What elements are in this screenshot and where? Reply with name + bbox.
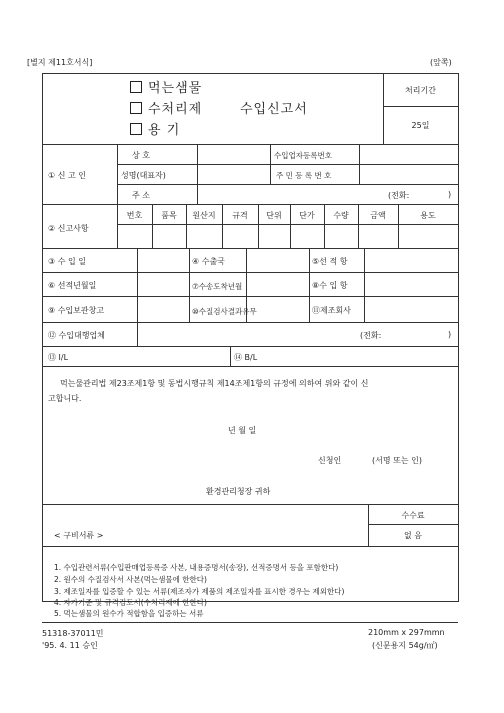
required-documents-label: < 구비서류 > bbox=[54, 531, 104, 540]
column-header: 단가 bbox=[299, 211, 315, 220]
import-agent-label: ⑫ 수입대행업체 bbox=[48, 331, 105, 340]
declaration-date: 년 월 일 bbox=[228, 426, 257, 435]
form-code: 51318-37011민 bbox=[42, 629, 104, 638]
representative-field[interactable] bbox=[200, 167, 266, 181]
approval-date: '95. 4. 11 승인 bbox=[42, 641, 98, 650]
signature-note: (서명 또는 인) bbox=[372, 456, 422, 465]
document-item: 3. 제조일자를 입증할 수 있는 서류(제조자가 제품의 제조일자를 표시한 경우는 제외한다) bbox=[54, 587, 345, 596]
applicant-label: ① 신 고 인 bbox=[48, 171, 86, 180]
column-header: 품목 bbox=[161, 211, 177, 220]
column-header: 번호 bbox=[126, 211, 143, 220]
trade-name-field[interactable] bbox=[200, 147, 266, 161]
il-label: ⑬ I/L bbox=[48, 353, 69, 362]
paper-size: 210mm x 297mmn bbox=[368, 628, 445, 637]
resident-no-label: 주 민 등 록 번 호 bbox=[276, 171, 332, 180]
agent-phone-close: ) bbox=[448, 330, 452, 339]
column-header: 규격 bbox=[232, 211, 248, 220]
form-number: [별지 제11호서식] bbox=[27, 58, 93, 67]
importer-reg-no-label: 수입업자등록번호 bbox=[274, 151, 332, 160]
form-title: 수입신고서 bbox=[240, 102, 308, 117]
checkbox-icon[interactable] bbox=[130, 123, 142, 135]
document-item: 4. 자가기준 및 규격검토서(수처리제에 한한다) bbox=[54, 598, 207, 607]
bonded-warehouse-label: ⑨ 수입보관창고 bbox=[48, 306, 105, 315]
processing-period-label: 처리기간 bbox=[405, 86, 436, 95]
import-date-label: ③ 수 입 일 bbox=[48, 257, 86, 266]
importer-reg-no-field[interactable] bbox=[362, 147, 454, 161]
address-field[interactable] bbox=[200, 187, 380, 201]
page-side: (앞쪽) bbox=[430, 58, 452, 67]
option-water[interactable]: 먹는샘물 bbox=[130, 77, 202, 96]
phone-close: ) bbox=[448, 190, 452, 199]
declaration-text-cont: 고합니다. bbox=[48, 394, 82, 403]
column-header: 단위 bbox=[266, 211, 282, 220]
document-item: 5. 먹는샘물의 원수가 적합함을 입증하는 서류 bbox=[54, 609, 204, 618]
checkbox-icon[interactable] bbox=[130, 81, 142, 93]
document-item: 2. 원수의 수질검사서 사본(먹는샘물에 한한다) bbox=[54, 575, 207, 584]
address-label: 주 소 bbox=[132, 191, 150, 200]
column-header: 원산지 bbox=[192, 211, 216, 220]
column-header: 용도 bbox=[420, 211, 436, 220]
option-container[interactable]: 용 기 bbox=[130, 119, 180, 138]
import-port-label: ⑧수 입 항 bbox=[312, 281, 348, 290]
paper-type: (신문용지 54g/㎡) bbox=[372, 641, 438, 650]
fee-value: 없 음 bbox=[404, 531, 422, 540]
resident-no-field[interactable] bbox=[362, 167, 454, 181]
arrival-date-label: ⑦수송도착년월 bbox=[192, 282, 243, 291]
export-country-label: ④ 수출국 bbox=[192, 257, 225, 266]
shipping-port-label: ⑤선 적 항 bbox=[312, 257, 348, 266]
applicant-signature-label: 신청인 bbox=[318, 456, 342, 465]
recipient: 환경관리청장 귀하 bbox=[206, 487, 271, 496]
manufacturer-label: ⑪제조회사 bbox=[312, 306, 351, 315]
option-treatment[interactable]: 수처리제 bbox=[130, 98, 202, 117]
bl-label: ⑭ B/L bbox=[234, 353, 258, 362]
processing-period-value: 25일 bbox=[411, 121, 430, 130]
fee-label: 수수료 bbox=[401, 511, 425, 520]
shipping-date-label: ⑥ 선적년월일 bbox=[48, 281, 97, 290]
trade-name-label: 상 호 bbox=[132, 151, 150, 160]
representative-label: 성명(대표자) bbox=[121, 171, 166, 180]
declaration-text: 먹는물관리법 제23조제1항 및 동법시행규칙 제14조제1항의 규정에 의하여 위와 같이 신 bbox=[60, 379, 369, 388]
agent-phone-open: (전화: bbox=[360, 331, 382, 340]
column-header: 수량 bbox=[333, 211, 349, 220]
phone-open: (전화: bbox=[388, 191, 410, 200]
declaration-items-label: ② 신고사항 bbox=[48, 224, 89, 233]
column-header: 금액 bbox=[370, 211, 386, 220]
document-item: 1. 수입관련서류(수입판매업등록증 사본, 내용증명서(송장), 선적증명서 등을 포함한다) bbox=[54, 563, 339, 572]
checkbox-icon[interactable] bbox=[130, 102, 142, 114]
water-test-label: ⑩수질검사결과유무 bbox=[192, 307, 257, 316]
